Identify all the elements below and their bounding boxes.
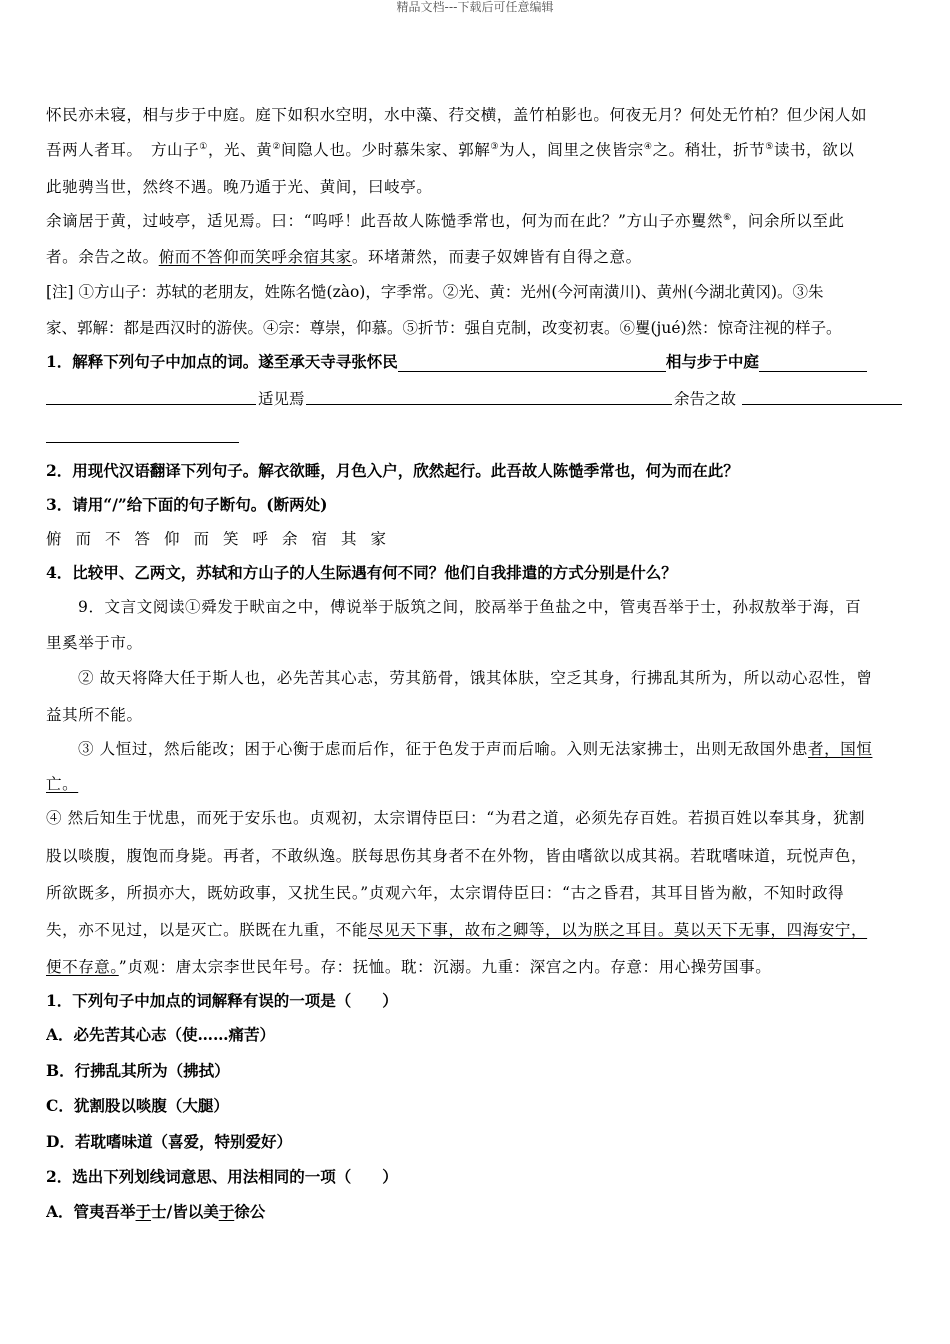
passage-line: 里奚举于市。 (46, 634, 143, 652)
underlined-text: 便不存意。 (46, 958, 119, 976)
question-1-word: 余告之故 (674, 390, 737, 408)
answer-blank[interactable] (759, 356, 867, 372)
passage-line: ② 故天将降大任于斯人也，必先苦其心志，劳其筋骨，饿其体肤，空乏其身，行拂乱其所为，所以动心忍性，曾 (78, 669, 873, 687)
underlined-sentence: 俯而不答仰而笑呼余宿其家 (158, 248, 352, 266)
answer-blank[interactable] (742, 389, 902, 405)
page-header: 精品文档---下载后可任意编辑 (396, 0, 554, 14)
mcq-1-option-a[interactable]: A．必先苦其心志（使……痛苦） (46, 1025, 276, 1044)
mcq-1-option-c[interactable]: C．犹割股以啖腹（大腿） (46, 1096, 229, 1115)
passage-line: 益其所不能。 (46, 706, 143, 724)
footnote-line: [注] ①方山子：苏轼的老朋友，姓陈名慥(zào)，字季常。②光、黄：光州(今河南潢川)、黄州(今湖北黄冈)。③朱 (46, 283, 824, 301)
question-2: 2．用现代汉语翻译下列句子。解衣欲睡，月色入户，欣然起行。此吾故人陈慥季常也，何为而在此？ (46, 461, 739, 480)
passage-line: ③ 人恒过，然后能改；困于心衡于虑而后作，征于色发于声而后喻。入则无法家拂士，出则无敌国外患者，国恒 (78, 740, 873, 758)
passage-line: 股以啖腹，腹饱而身毙。再者，不敢纵逸。朕每思伤其身者不在外物，皆由嗜欲以成其祸。若耽嗜味道，玩悦声色， (46, 847, 868, 865)
passage-line: 者。余告之故。俯而不答仰而笑呼余宿其家。环堵萧然，而妻子奴婢皆有自得之意。 (46, 248, 642, 266)
question-3: 3．请用“/”给下面的句子断句。(断两处) (46, 495, 328, 514)
passage-line: 余谪居于黄，过岐亭，适见焉。曰：“呜呼！此吾故人陈慥季常也，何为而在此？”方山子亦矍然⑥，问余所以至此 (46, 212, 845, 230)
question-1-word: 适见焉 (258, 390, 305, 408)
mcq-2-option-a[interactable]: A．管夷吾举于士/皆以美于徐公 (46, 1202, 266, 1221)
passage-line: 吾两人者耳。 方山子①，光、黄②间隐人也。少时慕朱家、郭解③为人，闾里之侠皆宗④之。稍壮，折节⑤读书，欲以 (46, 141, 855, 159)
passage-line: ④ 然后知生于忧患，而死于安乐也。贞观初，太宗谓侍臣曰：“为君之道，必须先存百姓。若损百姓以奉其身，犹割 (46, 809, 866, 827)
passage-line: 失，亦不见过，以是灭亡。朕既在九重，不能尽见天下事，故布之卿等，以为朕之耳目。莫以天下无事，四海安宁， (46, 921, 868, 939)
question-4: 4．比较甲、乙两文，苏轼和方山子的人生际遇有何不同？他们自我排遣的方式分别是什么？ (46, 563, 677, 582)
passage-line (46, 774, 904, 794)
answer-blank[interactable] (306, 389, 672, 405)
answer-blank[interactable] (46, 427, 239, 443)
passage-line: 怀民亦未寝，相与步于中庭。庭下如积水空明，水中藻、荇交横，盖竹柏影也。何夜无月？何处无竹柏？但少闲人如 (46, 106, 868, 124)
passage-line: 便不存意。”贞观：唐太宗李世民年号。存：抚恤。耽：沉溺。九重：深宫之内。存意：用心操劳国事。 (46, 958, 772, 976)
mcq-1-stem: 1．下列句子中加点的词解释有误的一项是（ ） (46, 991, 398, 1010)
mcq-1-option-d[interactable]: D．若耽嗜味道（喜爱，特别爱好） (46, 1132, 292, 1151)
answer-blank[interactable] (398, 356, 666, 372)
mcq-1-option-b[interactable]: B．行拂乱其所为（拂拭） (46, 1061, 230, 1080)
question-1: 1．解释下列句子中加点的词。遂至承天寺寻张怀民 相与步于中庭 (46, 352, 904, 372)
passage-line: 9．文言文阅读①舜发于畎亩之中，傅说举于版筑之间，胶鬲举于鱼盐之中，管夷吾举于士，孙叔敖举于海，百 (78, 598, 862, 616)
underlined-text: 亡。 (46, 775, 79, 793)
mcq-2-stem: 2．选出下列划线词意思、用法相同的一项（ ） (46, 1167, 398, 1186)
passage-line: 此驰骋当世，然终不遇。晚乃遁于光、黄间，曰岐亭。 (46, 178, 433, 196)
passage-line: 所欲既多，所损亦大，既妨政事，又扰生民。”贞观六年，太宗谓侍臣曰：“古之昏君，其耳目皆为敝，不知时政得 (46, 884, 845, 902)
footnote-line: 家、郭解：都是西汉时的游侠。④宗：尊崇，仰慕。⑤折节：强自克制，改变初衷。⑥矍(jué)然：惊奇注视的样子。 (46, 319, 842, 337)
underlined-text: 尽见天下事，故布之卿等，以为朕之耳目。莫以天下无事，四海安宁， (368, 921, 868, 939)
question-3-sentence: 俯而不答仰而笑呼余宿其家 (46, 530, 401, 548)
answer-blank[interactable] (46, 389, 256, 405)
underlined-text: 者，国恒 (808, 740, 873, 758)
